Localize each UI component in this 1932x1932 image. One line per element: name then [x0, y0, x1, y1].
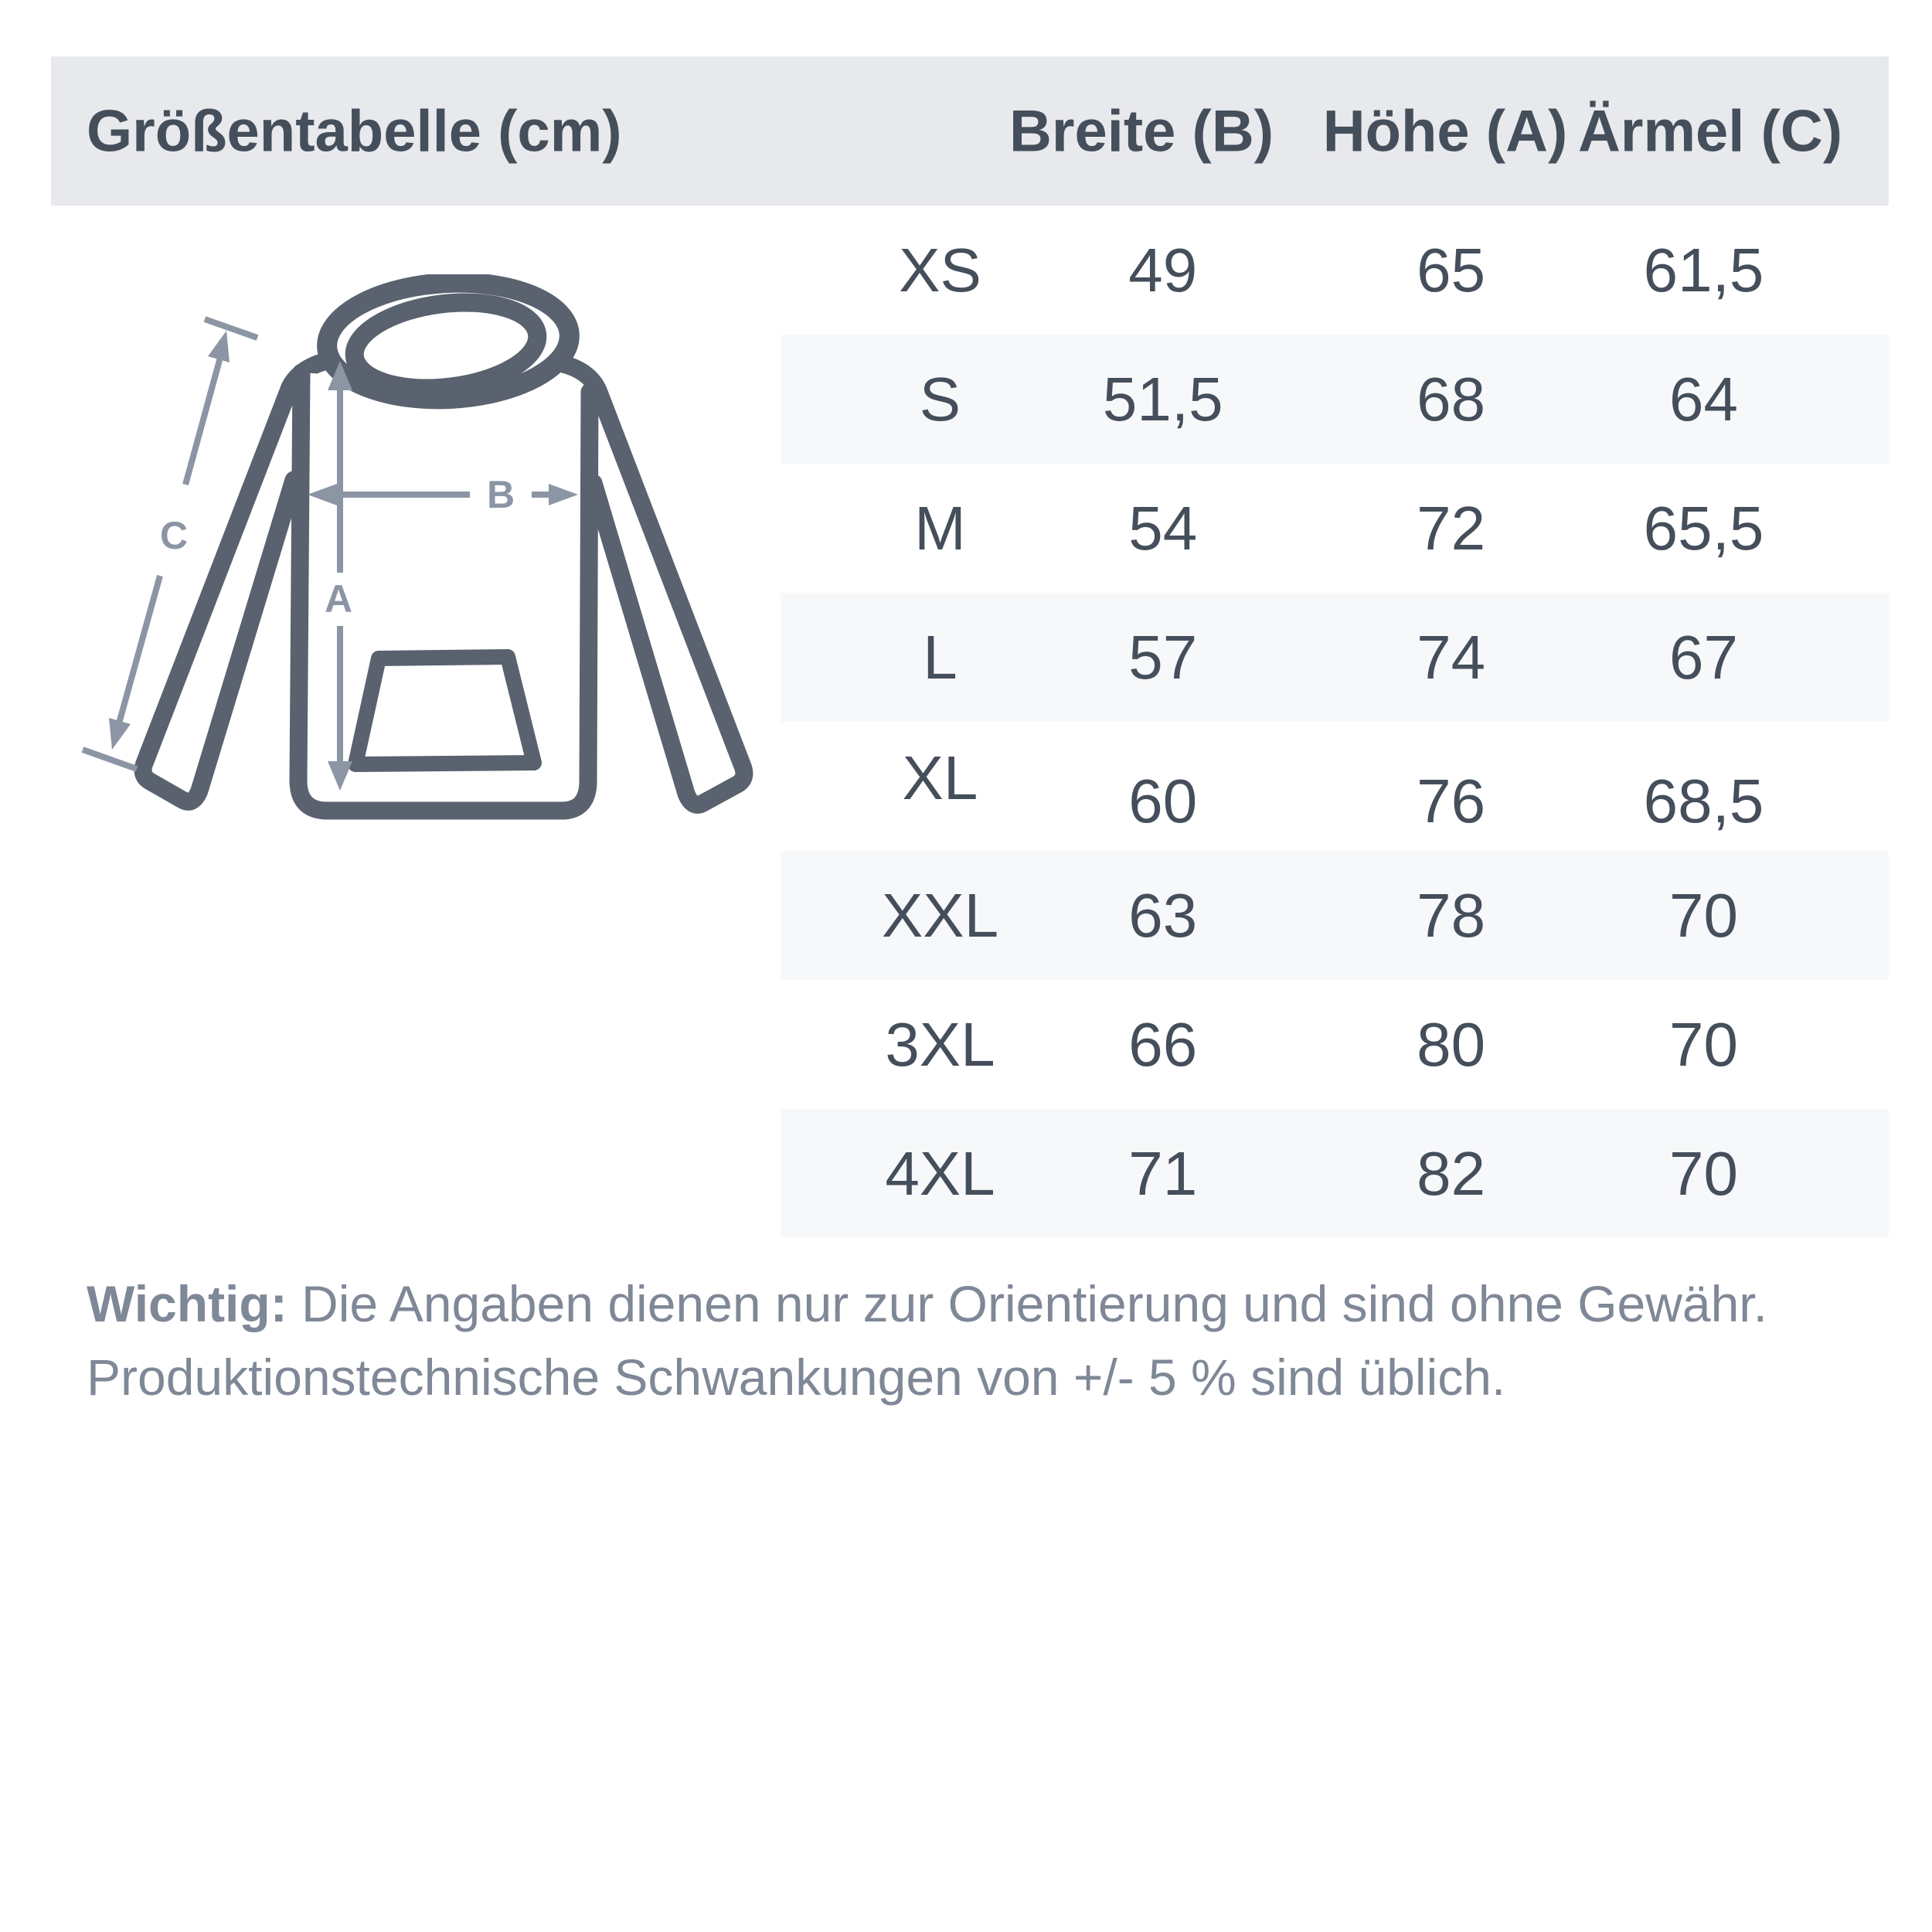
- height-cell: 68: [1417, 364, 1486, 434]
- size-cell: XL: [902, 743, 978, 812]
- width-cell: 54: [1128, 493, 1198, 563]
- table-row: [781, 335, 1889, 464]
- page-title: Größentabelle (cm): [87, 98, 622, 164]
- sleeve-cell: 64: [1669, 364, 1739, 434]
- table-row: [781, 851, 1889, 980]
- width-cell: 63: [1128, 880, 1198, 950]
- table-header-band: [51, 56, 1889, 206]
- size-cell: S: [919, 364, 961, 434]
- column-header-hoehe: Höhe (A): [1322, 98, 1568, 164]
- table-row: [781, 206, 1889, 335]
- height-cell: 74: [1417, 622, 1486, 692]
- size-cell: 4XL: [885, 1138, 995, 1208]
- size-table: [781, 206, 1889, 1238]
- label-b: B: [486, 473, 515, 516]
- footer-text-line2: Produktionstechnische Schwankungen von +/- 5 % sind üblich.: [87, 1349, 1506, 1406]
- column-header-breite: Breite (B): [1009, 98, 1274, 164]
- width-cell: 60: [1128, 766, 1198, 835]
- column-header-aermel: Ärmel (C): [1577, 98, 1843, 164]
- hoodie-pocket: [355, 657, 534, 764]
- width-cell: 57: [1128, 622, 1198, 692]
- sleeve-cell: 65,5: [1643, 493, 1764, 563]
- sleeve-cell: 70: [1669, 1009, 1739, 1079]
- height-cell: 72: [1417, 493, 1486, 563]
- height-cell: 78: [1417, 880, 1486, 950]
- sleeve-cell: 61,5: [1643, 235, 1764, 304]
- sleeve-cell: 70: [1669, 1138, 1739, 1208]
- height-cell: 82: [1417, 1138, 1486, 1208]
- footer-label: Wichtig:: [87, 1275, 287, 1332]
- width-cell: 71: [1128, 1138, 1198, 1208]
- size-cell: XS: [899, 235, 981, 304]
- table-row: [781, 1109, 1889, 1238]
- hoodie-diagram: [70, 274, 765, 869]
- sleeve-cell: 68,5: [1643, 766, 1764, 835]
- label-c: C: [159, 514, 189, 557]
- footer-note: [87, 1267, 1864, 1414]
- height-cell: 65: [1417, 235, 1486, 304]
- sleeve-cell: 67: [1669, 622, 1739, 692]
- footer-text-line1: Die Angaben dienen nur zur Orientierung und sind ohne Gewähr.: [301, 1275, 1767, 1332]
- sleeve-cell: 70: [1669, 880, 1739, 950]
- size-cell: XXL: [881, 880, 999, 950]
- table-row: [781, 593, 1889, 722]
- height-cell: 76: [1417, 766, 1486, 835]
- table-row: [781, 980, 1889, 1109]
- height-cell: 80: [1417, 1009, 1486, 1079]
- label-a: A: [324, 577, 353, 621]
- table-row: [781, 464, 1889, 593]
- width-cell: 66: [1128, 1009, 1198, 1079]
- size-cell: M: [914, 493, 966, 563]
- width-cell: 49: [1128, 235, 1198, 304]
- size-cell: 3XL: [885, 1009, 995, 1079]
- size-cell: L: [923, 622, 957, 692]
- table-row: [781, 722, 1889, 851]
- width-cell: 51,5: [1102, 364, 1223, 434]
